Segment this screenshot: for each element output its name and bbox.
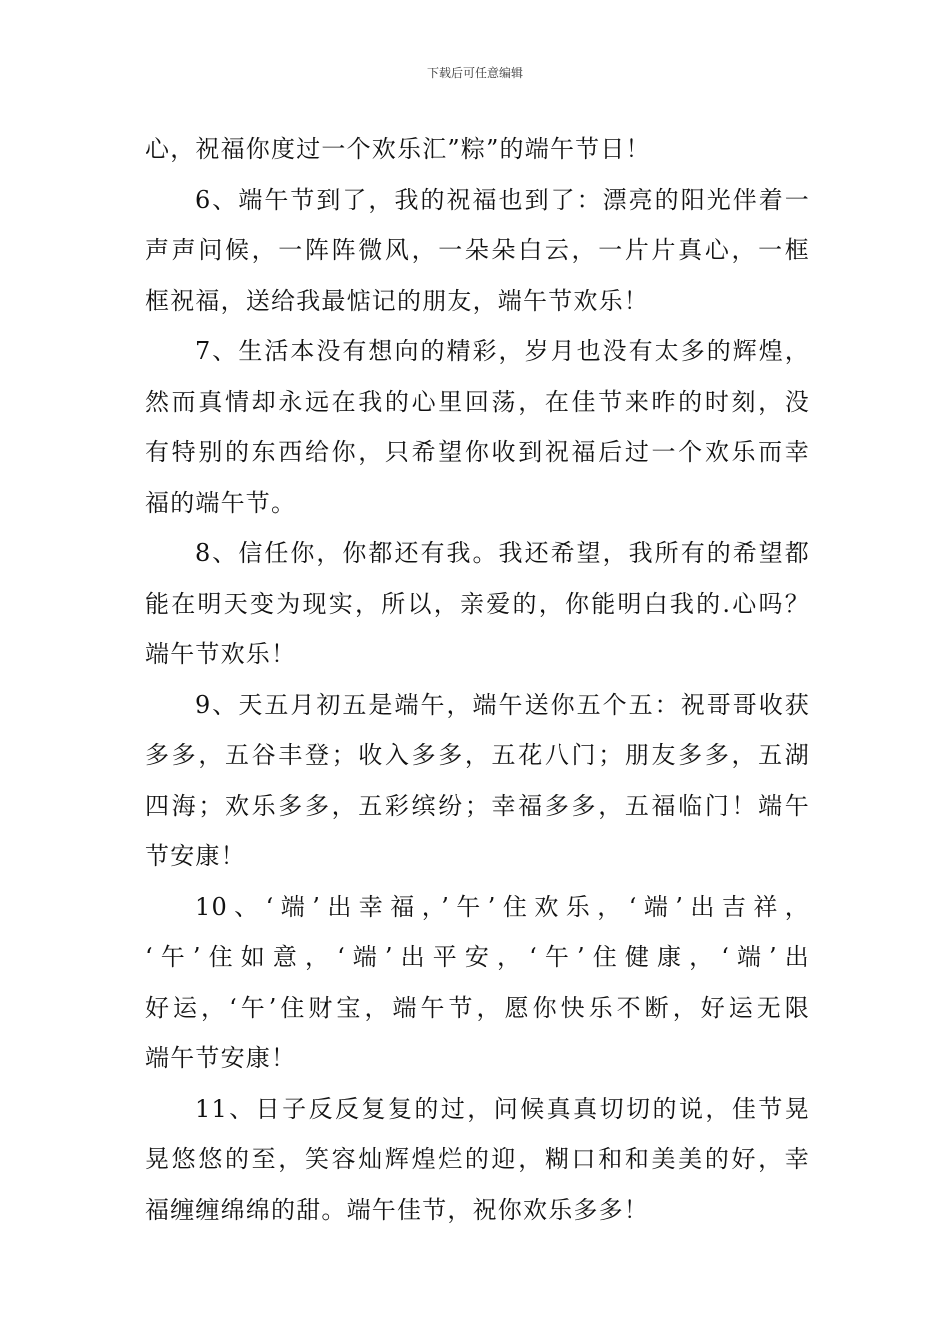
text-line: 能在明天变为现实，所以，亲爱的，你能明白我的.心吗？ [145,589,810,618]
text-line: 心，祝福你度过一个欢乐汇”粽”的端午节日！ [145,135,651,163]
text-line: 声声问候，一阵阵微风，一朵朵白云，一片片真心，一框 [145,236,810,264]
text-line: 多多，五谷丰登；收入多多，五花八门；朋友多多，五湖 [145,741,810,769]
text-line: 晃悠悠的至，笑容灿辉煌烂的迎，糊口和和美美的好，幸 [145,1145,810,1173]
text-line: 福缠缠绵绵的甜。端午佳节，祝你欢乐多多！ [145,1195,649,1224]
page-header: 下载后可任意编辑 [426,66,523,80]
text-line: 6、端午节到了，我的祝福也到了：漂亮的阳光伴着一 [195,185,810,214]
text-line: ‘午’住如意，‘端’出平安，‘午’住健康，‘端’出 [145,943,810,971]
text-line: 7、生活本没有想向的精彩，岁月也没有太多的辉煌， [195,337,810,365]
text-line: 有特别的东西给你，只希望你收到祝福后过一个欢乐而幸 [145,438,810,466]
text-line: 端午节安康！ [145,1044,297,1072]
text-line: 然而真情却永远在我的心里回荡，在佳节来昨的时刻，没 [145,387,810,416]
text-line: 8、信任你，你都还有我。我还希望，我所有的希望都 [195,539,810,567]
text-line: 9、天五月初五是端午，端午送你五个五：祝哥哥收获 [195,690,810,719]
text-line: 好运，‘午’住财宝，端午节，愿你快乐不断，好运无限 [145,993,810,1022]
text-line: 10、‘端’出幸福，’午’住欢乐，‘端’出吉祥， [195,892,810,921]
text-line: 11、日子反反复复的过，问候真真切切的说，佳节晃 [195,1094,810,1123]
text-line: 端午节欢乐！ [145,640,297,668]
text-line: 框祝福，送给我最惦记的朋友，端午节欢乐！ [145,286,649,315]
text-line: 节安康！ [145,842,246,870]
text-line: 福的端午节。 [145,488,297,517]
document-body [145,124,810,1235]
text-line: 四海；欢乐多多，五彩缤纷；幸福多多，五福临门！端午 [145,791,810,820]
